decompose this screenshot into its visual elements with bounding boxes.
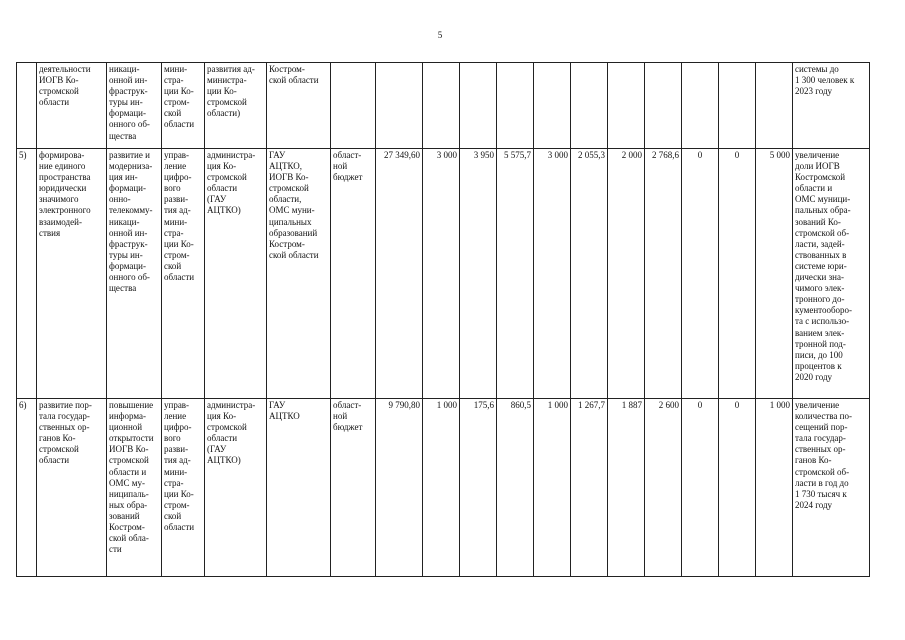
table-row	[17, 63, 870, 149]
page-number: 5	[437, 30, 443, 40]
funding-source-cell: област- ной бюджет	[331, 149, 376, 399]
value-cell: 5 000	[756, 149, 793, 399]
goal-cell: никаци- онной ин- фраструк- туры ин- формаци- онного об- щества	[107, 63, 162, 149]
table-row	[17, 149, 870, 399]
table-row	[17, 399, 870, 577]
value-cell: 3 000	[423, 149, 460, 399]
value-cell	[376, 63, 423, 149]
value-cell: 1 000	[423, 399, 460, 577]
value-cell: 5 575,7	[497, 149, 534, 399]
row-number-cell	[17, 63, 37, 149]
value-cell: 0	[719, 399, 756, 577]
value-cell: 2 600	[645, 399, 682, 577]
value-cell: 3 000	[534, 149, 571, 399]
result-cell: системы до 1 300 человек к 2023 году	[793, 63, 870, 149]
activity-name-cell: развитие пор- тала государ- ственных ор- ганов Ко- стромской области	[37, 399, 107, 577]
value-cell: 0	[719, 149, 756, 399]
participant-cell: ГАУ АЦТКО, ИОГВ Ко- стромской области, ОМС муни- ципальных образований Костром- ской области	[267, 149, 331, 399]
participant-cell: Костром- ской области	[267, 63, 331, 149]
value-cell: 860,5	[497, 399, 534, 577]
funding-source-cell	[331, 63, 376, 149]
program-activities-table	[16, 62, 870, 577]
value-cell: 0	[682, 149, 719, 399]
participant-cell: ГАУ АЦТКО	[267, 399, 331, 577]
result-cell: увеличение доли ИОГВ Костромской области и ОМС муници- пальных обра- зований Ко- стромской об- ласти, задей- ствованных в системе юри- дически зна- чимого элек- тронного до- кументооборо- та с использо- ванием элек- тронной под- писи, до 100 процентов к 2020 году	[793, 149, 870, 399]
value-cell: 9 790,80	[376, 399, 423, 577]
value-cell	[608, 63, 645, 149]
value-cell	[756, 63, 793, 149]
goal-cell: повышение информа- ционной открытости ИОГВ Ко- стромской области и ОМС му- ниципаль- ных обра- зований Костром- ской обла- сти	[107, 399, 162, 577]
value-cell	[534, 63, 571, 149]
value-cell: 1 887	[608, 399, 645, 577]
responsible-cell: управ- ление цифро- вого разви- тия ад- мини- стра- ции Ко- стром- ской области	[162, 399, 205, 577]
value-cell: 2 768,6	[645, 149, 682, 399]
value-cell: 27 349,60	[376, 149, 423, 399]
activity-name-cell: формирова- ние единого пространства юридически значимого электронного взаимодей- ствия	[37, 149, 107, 399]
value-cell	[719, 63, 756, 149]
value-cell: 1 267,7	[571, 399, 608, 577]
value-cell: 0	[682, 399, 719, 577]
value-cell	[571, 63, 608, 149]
coexecutor-cell: администра- ция Ко- стромской области (ГАУ АЦТКО)	[205, 399, 267, 577]
coexecutor-cell: развития ад- министра- ции Ко- стромской области)	[205, 63, 267, 149]
responsible-cell: мини- стра- ции Ко- стром- ской области	[162, 63, 205, 149]
goal-cell: развитие и модерниза- ция ин- формаци- онно- телекомму- никаци- онной ин- фраструк- туры ин- формаци- онного об- щества	[107, 149, 162, 399]
value-cell: 2 000	[608, 149, 645, 399]
value-cell: 3 950	[460, 149, 497, 399]
value-cell	[645, 63, 682, 149]
row-number-cell: 6)	[17, 399, 37, 577]
activity-name-cell: деятельности ИОГВ Ко- стромской области	[37, 63, 107, 149]
value-cell	[497, 63, 534, 149]
responsible-cell: управ- ление цифро- вого разви- тия ад- мини- стра- ции Ко- стром- ской области	[162, 149, 205, 399]
funding-source-cell: област- ной бюджет	[331, 399, 376, 577]
result-cell: увеличение количества по- сещений пор- тала государ- ственных ор- ганов Ко- стромской об- ласти в год до 1 730 тысяч к 2024 году	[793, 399, 870, 577]
value-cell: 175,6	[460, 399, 497, 577]
value-cell	[423, 63, 460, 149]
row-number-cell: 5)	[17, 149, 37, 399]
value-cell: 2 055,3	[571, 149, 608, 399]
value-cell	[682, 63, 719, 149]
value-cell	[460, 63, 497, 149]
value-cell: 1 000	[756, 399, 793, 577]
coexecutor-cell: администра- ция Ко- стромской области (ГАУ АЦТКО)	[205, 149, 267, 399]
value-cell: 1 000	[534, 399, 571, 577]
